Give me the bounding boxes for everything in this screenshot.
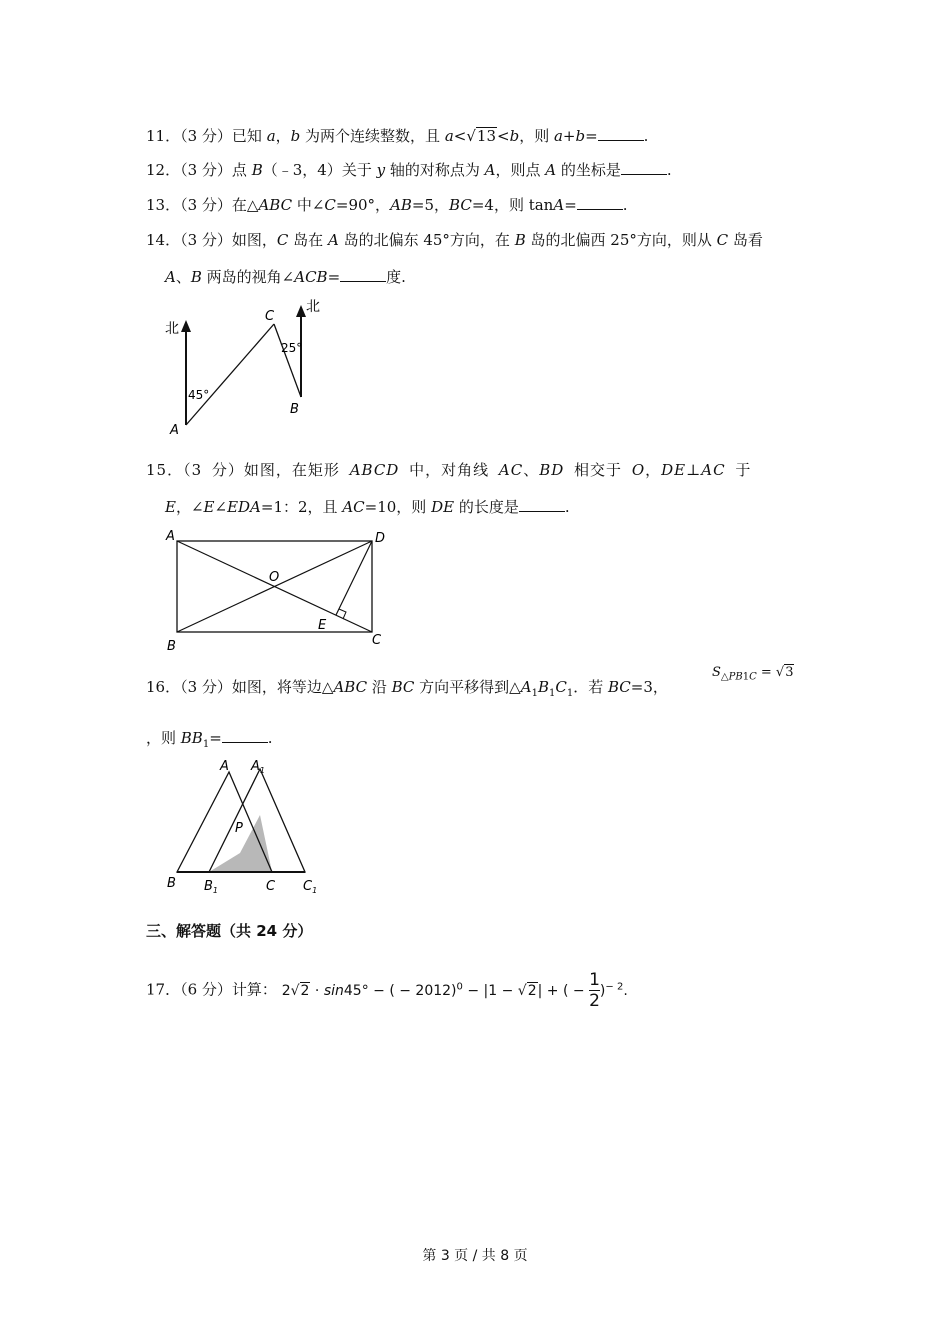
answer-blank xyxy=(222,728,268,743)
question-16-line1: 16．（3 分）如图，将等边△ABC 沿 BC 方向平移得到$\triangle A_1B_1C_1$．若 BC=3， xyxy=(146,678,668,699)
answer-blank xyxy=(340,267,386,282)
point-a-label: A xyxy=(170,423,179,438)
question-15-line2: E，∠E∠EDA=1：2，且 AC=10，则 DE 的长度是 . xyxy=(165,498,570,516)
answer-blank xyxy=(577,195,623,210)
segment-ac xyxy=(186,324,274,425)
segment-cb xyxy=(274,324,301,397)
point-e-label: E xyxy=(318,618,327,633)
point-c-label: C xyxy=(266,879,276,894)
point-b1-label: $B_1$ xyxy=(204,879,219,895)
question-16-line2: ，则 $BB_1=$ . xyxy=(146,729,273,750)
north-arrowhead-b xyxy=(296,305,306,317)
figure-15-rectangle xyxy=(160,525,400,655)
expression: 2√2 · sin45° − ( − 2012)$^0$ − |1 − √2| + ( − $\frac{1}{2}$ )$^{- 2}$. xyxy=(281,970,628,1011)
point-a1-label: $A_1$ xyxy=(251,759,265,775)
question-15-line1: 15．（3 分）如图，在矩形 ABCD 中，对角线 AC、BD 相交于 O，DE⊥AC 于 xyxy=(146,461,752,479)
answer-blank xyxy=(519,497,565,512)
answer-blank xyxy=(598,126,644,141)
north-label-a: 北 xyxy=(165,321,179,337)
point-b-label: B xyxy=(167,639,176,654)
point-p-label: P xyxy=(235,821,243,836)
figure-16-translated-triangles xyxy=(160,756,335,896)
point-a-label: A xyxy=(166,529,175,544)
question-14-line1: 14．（3 分）如图，C 岛在 A 岛的北偏东 45°方向，在 B 岛的北偏西 25°方向，则从 C 岛看 xyxy=(146,231,763,249)
point-c1-label: $C_1$ xyxy=(303,879,318,895)
question-11: 11．（3 分）已知 a，b 为两个连续整数，且 a<√13<b，则 a+b= . xyxy=(146,127,649,145)
segment-de xyxy=(336,541,372,615)
point-d-label: D xyxy=(375,531,386,546)
answer-blank xyxy=(621,160,667,175)
question-12: 12．（3 分）点 B（﹣3，4）关于 y 轴的对称点为 A，则点 A 的坐标是 . xyxy=(146,161,672,179)
point-o-label: O xyxy=(269,570,280,585)
question-17: 17．（6 分）计算： 2√2 · sin45° − ( − 2012)$^0$ − |1 − √2| + ( − $\frac{1}{2}$ )$^{- 2}$. xyxy=(146,970,628,1011)
north-arrowhead-a xyxy=(181,320,191,332)
section-3-title: 三、解答题（共 24 分） xyxy=(146,922,313,940)
area-formula: $S_{\triangle PB1C} = √3$ xyxy=(712,665,794,683)
question-13: 13．（3 分）在△ABC 中∠C=90°，AB=5，BC=4，则 tanA= . xyxy=(146,196,628,214)
angle-45-label: 45° xyxy=(188,388,210,402)
figure-14-islands xyxy=(160,295,340,440)
point-b-label: B xyxy=(167,876,176,891)
point-c-label: C xyxy=(372,633,382,648)
point-c-label: C xyxy=(265,309,275,324)
angle-25-label: 25° xyxy=(281,341,303,355)
question-14-line2: A、B 两岛的视角∠ACB= 度. xyxy=(165,268,406,286)
north-label-b: 北 xyxy=(306,299,320,315)
point-b-label: B xyxy=(290,402,299,417)
fraction-one-half: $\frac{1}{2}$ xyxy=(589,970,600,1011)
page-footer: 第 3 页 / 共 8 页 xyxy=(422,1248,528,1264)
point-a-label: A xyxy=(220,759,229,774)
